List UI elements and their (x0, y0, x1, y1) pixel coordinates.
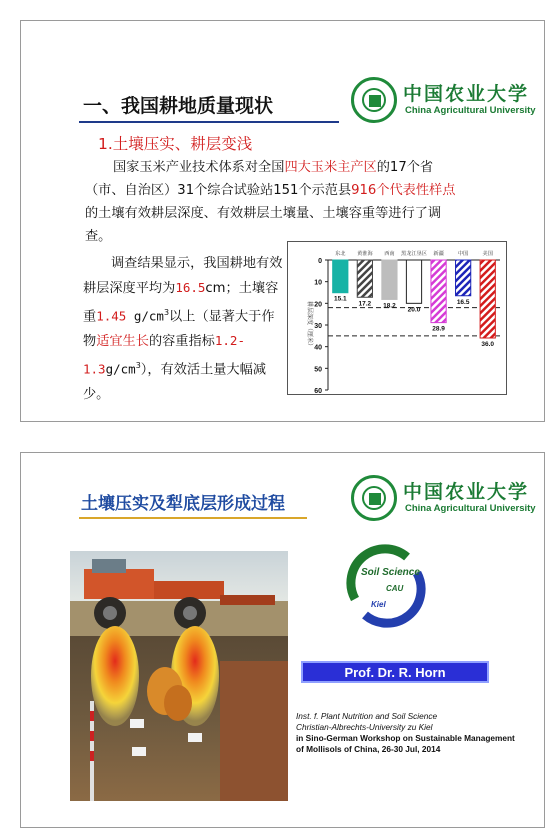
results-paragraph (83, 252, 286, 407)
university-logo-2 (351, 475, 536, 531)
para1-text-1: 国家玉米产业技术体系对全国 (113, 160, 285, 175)
university-name-cn: 中国农业大学 (403, 83, 530, 105)
bar-4 (431, 260, 446, 323)
badge-blue-arc-icon (365, 573, 421, 623)
title-underline (79, 121, 339, 123)
bar-0 (333, 260, 348, 293)
y-tick-label: 50 (314, 366, 322, 374)
y-tick-label: 40 (314, 344, 322, 352)
y-tick-label: 60 (314, 388, 322, 394)
affiliation-block (296, 711, 536, 755)
soil-science-badge (341, 541, 431, 631)
para1-highlight-sites: 916个代表性样点 (351, 183, 456, 198)
university-name-en: China Agricultural University (405, 105, 536, 116)
tillage-depth-chart (287, 241, 507, 395)
y-tick-label: 30 (314, 323, 322, 330)
para2-text-4: 以上（显著大于作物 (83, 309, 275, 350)
tillage-depth-chart-svg (288, 242, 506, 394)
bar-3 (406, 260, 421, 303)
bar-6 (480, 260, 495, 338)
university-name-cn: 中国农业大学 (403, 481, 530, 503)
para2-range-value: 1.2-1.3 (83, 333, 245, 377)
value-label: 28.9 (432, 325, 445, 333)
para2-depth-value: 16.5 (175, 280, 206, 295)
survey-paragraph (85, 156, 465, 248)
category-label: 西南 (384, 251, 395, 257)
bar-2 (382, 260, 397, 299)
category-label: 黄淮海 (357, 251, 373, 257)
value-label: 18.2 (383, 302, 396, 310)
para1-text-3: 的土壤有效耕层深度、有效耕层土壤量、土壤容重等进行了调查。 (85, 206, 442, 244)
category-label: 美国 (482, 251, 493, 257)
badge-top-text: Soil Science (361, 567, 420, 578)
para1-highlight-regions: 四大玉米主产区 (284, 160, 377, 175)
category-label: 中国 (457, 251, 469, 257)
university-seal-icon (351, 77, 397, 123)
slide-compaction-process (20, 452, 545, 828)
value-label: 16.5 (456, 298, 470, 306)
bar-1 (357, 260, 372, 297)
title-underline (79, 517, 307, 519)
bar-5 (456, 260, 471, 296)
para2-sup-1: 3 (163, 308, 170, 317)
slide-soil-quality (20, 20, 545, 422)
para2-density-value: 1.45 (96, 308, 127, 324)
category-label: 黑龙江垦区 (401, 251, 427, 257)
badge-middle-text: CAU (386, 584, 404, 593)
para2-text-6: ），有效活土量大幅减少。 (83, 362, 267, 402)
para2-highlight-suitable: 适宜生长 (96, 334, 149, 350)
slide-title: 土壤压实及犁底层形成过程 (81, 494, 285, 514)
soil-compaction-photo (70, 551, 288, 801)
para2-text-1: 调查结果显示，我国耕地有效耕层深度平均为 (83, 256, 283, 296)
section-subtitle: 1.土壤压实、耕层变浅 (98, 135, 253, 153)
y-axis-label: 耕层深度（厘米） (306, 300, 313, 350)
university-logo (351, 77, 536, 133)
university-seal-icon (351, 475, 397, 521)
y-tick-label: 0 (318, 258, 322, 265)
value-label: 15.1 (333, 295, 347, 303)
affiliation-line-2: Christian-Albrechts-University zu Kiel (296, 722, 433, 732)
slide-title: 一、我国耕地质量现状 (83, 95, 274, 117)
y-tick-label: 20 (314, 301, 322, 309)
para1-text-2: 的17个省（市、自治区）31个综合试验站151个示范县 (85, 160, 434, 198)
badge-bottom-text: Kiel (371, 600, 386, 609)
value-label: 17.2 (358, 300, 372, 308)
workshop-line-1: in Sino-German Workshop on Sustainable Management (296, 733, 515, 743)
para2-unit-1: g/cm (126, 308, 164, 324)
value-label: 36.0 (481, 341, 495, 348)
value-label: 20.0 (407, 306, 421, 314)
para2-unit-2: g/cm (105, 361, 136, 377)
para2-text-5: 的容重指标 (148, 334, 215, 350)
affiliation-line-1: Inst. f. Plant Nutrition and Soil Science (296, 711, 438, 721)
workshop-line-2: of Mollisols of China, 26-30 Jul, 2014 (296, 744, 441, 754)
university-name-en: China Agricultural University (405, 503, 536, 514)
para2-text-2: cm；土壤容重 (83, 281, 279, 325)
category-label: 新疆 (433, 251, 444, 257)
y-tick-label: 10 (314, 279, 322, 287)
category-label: 东北 (335, 251, 346, 257)
speaker-banner: Prof. Dr. R. Horn (301, 661, 489, 683)
para2-sup-2: 3 (135, 361, 141, 371)
